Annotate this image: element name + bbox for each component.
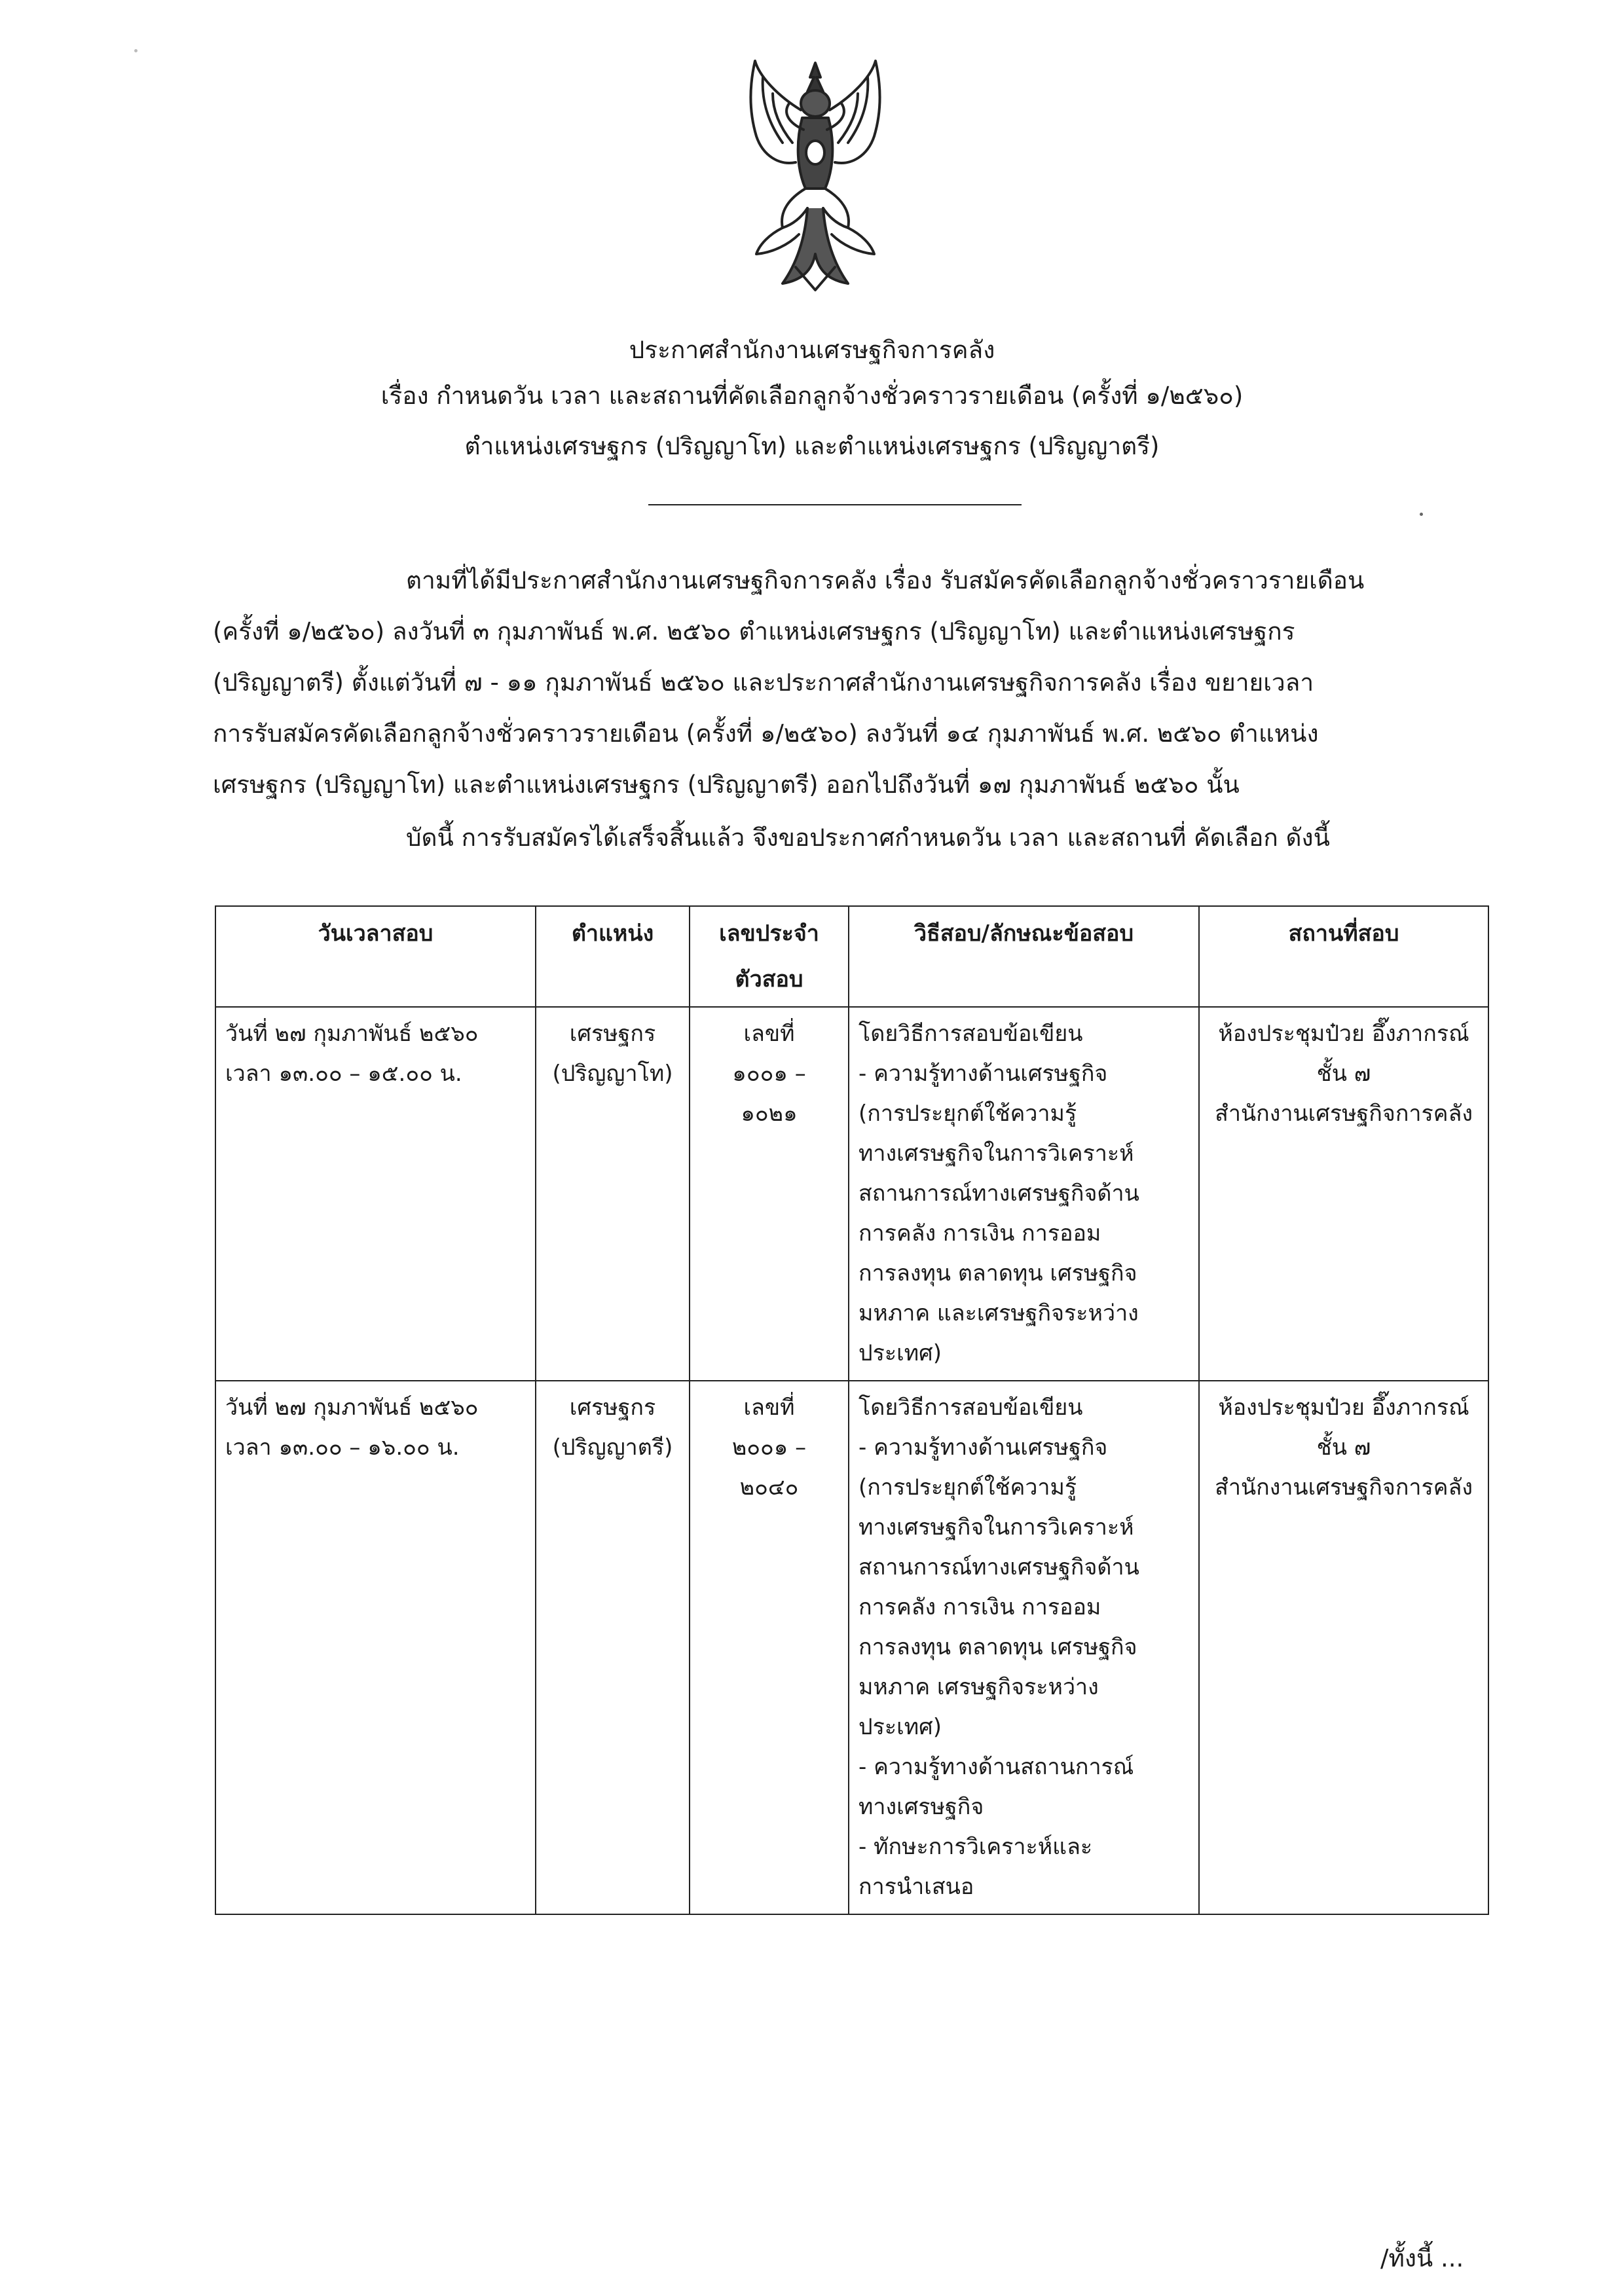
cell-line: การลงทุน ตลาดทุน เศรษฐกิจ [858,1260,1137,1286]
intro-line: การรับสมัครคัดเลือกลูกจ้างชั่วคราวรายเดือน (ครั้งที่ ๑/๒๕๖๐) ลงวันที่ ๑๔ กุมภาพันธ์ พ.ศ. ๒๕๖๐ ตำแหน่ง [213,720,1319,748]
cell-line: สำนักงานเศรษฐกิจการคลัง [1215,1101,1473,1127]
announcement-paragraph: บัดนี้ การรับสมัครได้เสร็จสิ้นแล้ว จึงขอประกาศกำหนดวัน เวลา และสถานที่ คัดเลือก ดังนี้ [406,824,1330,852]
header-method: วิธีสอบ/ลักษณะข้อสอบ [849,906,1199,1007]
table-row [215,1007,1488,1381]
announcement-title: ประกาศสำนักงานเศรษฐกิจการคลัง [629,336,995,364]
announcement-subject: เรื่อง กำหนดวัน เวลา และสถานที่คัดเลือกลูกจ้างชั่วคราวรายเดือน (ครั้งที่ ๑/๒๕๖๐) [380,382,1244,410]
cell-line: โดยวิธีการสอบข้อเขียน [858,1394,1083,1421]
announcement-positions: ตำแหน่งเศรษฐกร (ปริญญาโท) และตำแหน่งเศรษฐกร (ปริญญาตรี) [464,432,1160,460]
header-exam-number [690,906,849,1007]
cell-line: เลขที่ [743,1021,795,1047]
intro-paragraph [213,555,1509,811]
cell-line: การคลัง การเงิน การออม [858,1594,1101,1620]
cell-line: เศรษฐกร [569,1394,656,1421]
cell-line: วันที่ ๒๗ กุมภาพันธ์ ๒๕๖๐ [225,1021,479,1047]
header-venue: สถานที่สอบ [1199,906,1488,1007]
cell-line: สถานการณ์ทางเศรษฐกิจด้าน [858,1554,1139,1580]
cell-line: ห้องประชุมป๋วย อึ๊งภากรณ์ [1218,1021,1469,1047]
cell-line: สถานการณ์ทางเศรษฐกิจด้าน [858,1180,1139,1207]
cell-line: (การประยุกต์ใช้ความรู้ [858,1101,1077,1127]
header-exam-number-line: เลขประจำ [719,920,819,947]
cell-line: - ทักษะการวิเคราะห์และ [858,1834,1093,1860]
page-continuation: /ทั้งนี้ ... [1380,2244,1464,2272]
exam-schedule-table [215,905,1489,1915]
intro-line: (ครั้งที่ ๑/๒๕๖๐) ลงวันที่ ๓ กุมภาพันธ์ พ.ศ. ๒๕๖๐ ตำแหน่งเศรษฐกร (ปริญญาโท) และตำแหน่งเศรษฐกร [213,617,1295,646]
cell-line: ๑๐๐๑ – [732,1061,806,1087]
cell-line: มหภาค และเศรษฐกิจระหว่าง [858,1300,1139,1326]
scan-speck [134,49,138,52]
cell-line: มหภาค เศรษฐกิจระหว่าง [858,1674,1099,1700]
cell-line: เลขที่ [743,1394,795,1421]
cell-line: ๑๐๒๑ [741,1101,798,1127]
cell-line: ทางเศรษฐกิจ [858,1794,984,1820]
cell-position [536,1007,690,1381]
cell-line: ทางเศรษฐกิจในการวิเคราะห์ [858,1140,1134,1167]
header-datetime: วันเวลาสอบ [215,906,536,1007]
cell-line: - ความรู้ทางด้านสถานการณ์ [858,1754,1134,1780]
cell-line: (การประยุกต์ใช้ความรู้ [858,1474,1077,1501]
cell-line: โดยวิธีการสอบข้อเขียน [858,1021,1083,1047]
cell-line: - ความรู้ทางด้านเศรษฐกิจ [858,1061,1108,1087]
intro-line: เศรษฐกร (ปริญญาโท) และตำแหน่งเศรษฐกร (ปริญญาตรี) ออกไปถึงวันที่ ๑๗ กุมภาพันธ์ ๒๕๖๐ นั้น [213,771,1240,799]
cell-line: วันที่ ๒๗ กุมภาพันธ์ ๒๕๖๐ [225,1394,479,1421]
cell-line: การลงทุน ตลาดทุน เศรษฐกิจ [858,1634,1137,1660]
intro-line: (ปริญญาตรี) ตั้งแต่วันที่ ๗ - ๑๑ กุมภาพันธ์ ๒๕๖๐ และประกาศสำนักงานเศรษฐกิจการคลัง เรื่อง ขยายเวลา [213,668,1314,697]
cell-line: เวลา ๑๓.๐๐ – ๑๕.๐๐ น. [225,1061,462,1087]
cell-method [849,1007,1199,1381]
cell-venue [1199,1007,1488,1381]
cell-line: การคลัง การเงิน การออม [858,1220,1101,1247]
cell-method [849,1381,1199,1914]
title-divider [648,504,1022,505]
scan-speck [1420,513,1423,516]
cell-exam-number [690,1381,849,1914]
cell-line: สำนักงานเศรษฐกิจการคลัง [1215,1474,1473,1501]
intro-line: ตามที่ได้มีประกาศสำนักงานเศรษฐกิจการคลัง เรื่อง รับสมัครคัดเลือกลูกจ้างชั่วคราวรายเดือน [406,566,1365,594]
cell-line: เศรษฐกร [569,1021,656,1047]
cell-line: ๒๐๐๑ – [731,1434,807,1461]
cell-line: (ปริญญาโท) [552,1061,673,1087]
cell-line: ประเทศ) [858,1340,942,1366]
table-header-row [215,906,1488,1007]
cell-line: ประเทศ) [858,1714,942,1740]
cell-line: ๒๐๔๐ [739,1474,799,1501]
header-exam-number-line: ตัวสอบ [735,966,803,993]
cell-position [536,1381,690,1914]
cell-datetime [215,1381,536,1914]
cell-line: ทางเศรษฐกิจในการวิเคราะห์ [858,1514,1134,1540]
cell-line: ชั้น ๗ [1316,1061,1371,1087]
cell-line: - ความรู้ทางด้านเศรษฐกิจ [858,1434,1108,1461]
header-position: ตำแหน่ง [536,906,690,1007]
cell-datetime [215,1007,536,1381]
cell-line: ห้องประชุมป๋วย อึ๊งภากรณ์ [1218,1394,1469,1421]
cell-line: การนำเสนอ [858,1874,974,1900]
cell-exam-number [690,1007,849,1381]
table-row [215,1381,1488,1914]
garuda-emblem [743,58,887,293]
cell-line: ชั้น ๗ [1316,1434,1371,1461]
cell-line: (ปริญญาตรี) [552,1434,673,1461]
cell-line: เวลา ๑๓.๐๐ – ๑๖.๐๐ น. [225,1434,460,1461]
cell-venue [1199,1381,1488,1914]
